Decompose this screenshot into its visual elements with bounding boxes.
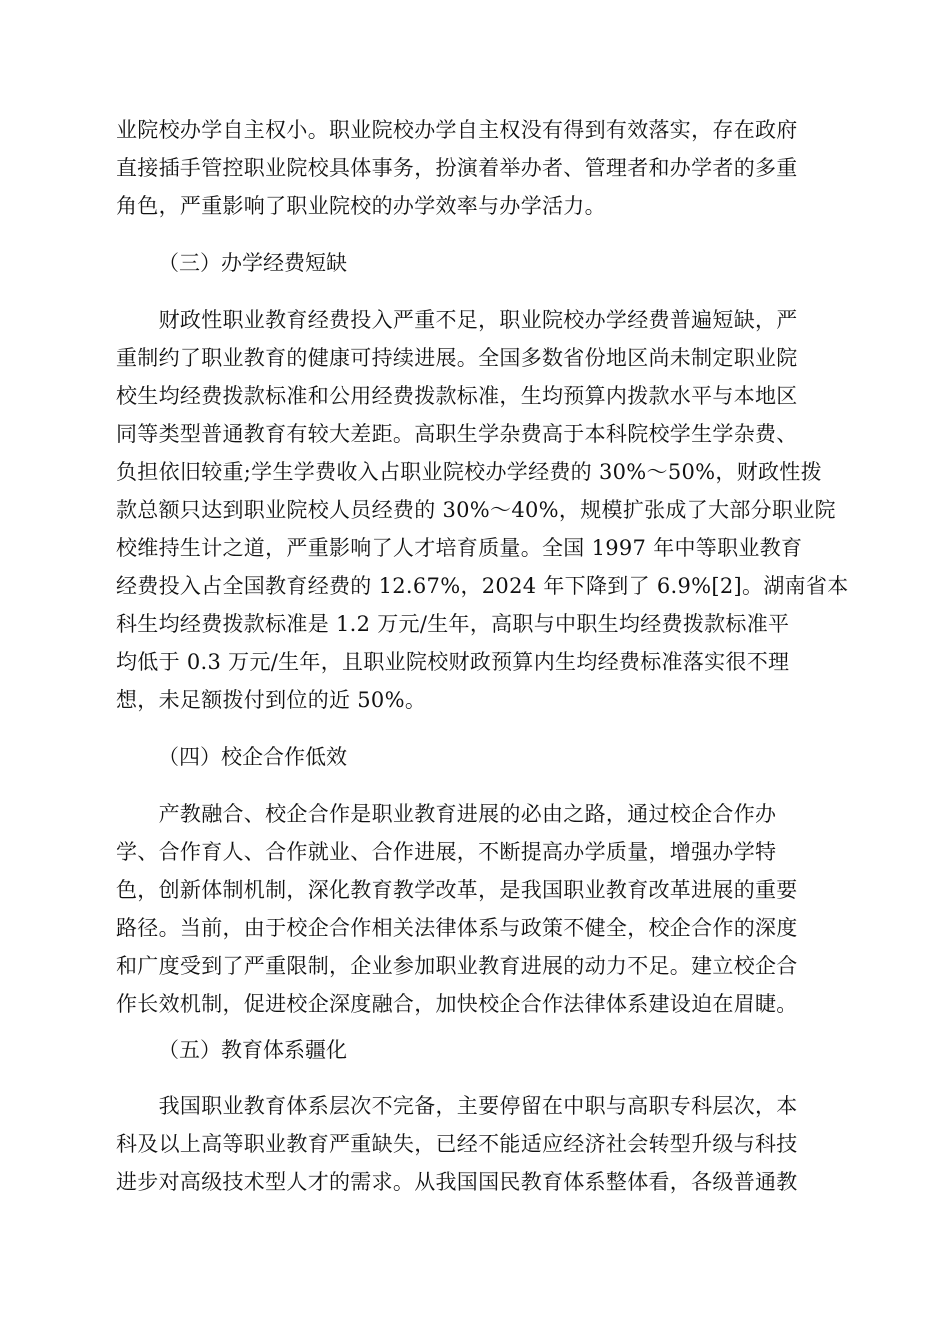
paragraph-2-line: 财政性职业教育经费投入严重不足，职业院校办学经费普遍短缺，严 [116, 308, 798, 332]
paragraph-3-line: 路径。当前，由于校企合作相关法律体系与政策不健全，校企合作的深度 [116, 916, 798, 940]
paragraph-2-line: 想，未足额拨付到位的近 50%。 [116, 688, 427, 712]
paragraph-2-line: 重制约了职业教育的健康可持续进展。全国多数省份地区尚未制定职业院 [116, 346, 798, 370]
paragraph-2-line: 经费投入占全国教育经费的 12.67%，2024 年下降到了 6.9%[2]。湖南省本 [116, 574, 849, 598]
paragraph-2-line: 校维持生计之道，严重影响了人才培育质量。全国 1997 年中等职业教育 [116, 536, 803, 560]
paragraph-2-line: 均低于 0.3 万元/生年，且职业院校财政预算内生均经费标准落实很不理 [116, 650, 790, 674]
paragraph-3-line: 和广度受到了严重限制，企业参加职业教育进展的动力不足。建立校企合 [116, 954, 798, 978]
paragraph-2-line: 负担依旧较重;学生学费收入占职业院校办学经费的 30%～50%，财政性拨 [116, 460, 822, 484]
paragraph-2-line: 款总额只达到职业院校人员经费的 30%～40%，规模扩张成了大部分职业院 [116, 498, 836, 522]
paragraph-2-line: 科生均经费拨款标准是 1.2 万元/生年，高职与中职生均经费拨款标准平 [116, 612, 790, 636]
section-heading-4: （四）校企合作低效 [158, 745, 347, 769]
paragraph-1-line: 直接插手管控职业院校具体事务，扮演着举办者、管理者和办学者的多重 [116, 156, 798, 180]
section-heading-5: （五）教育体系疆化 [158, 1038, 347, 1062]
section-heading-3: （三）办学经费短缺 [158, 251, 347, 275]
paragraph-4-line: 我国职业教育体系层次不完备，主要停留在中职与高职专科层次，本 [116, 1094, 798, 1118]
paragraph-3-line: 作长效机制，促进校企深度融合，加快校企合作法律体系建设迫在眉睫。 [116, 992, 798, 1016]
paragraph-3-line: 色，创新体制机制，深化教育教学改革，是我国职业教育改革进展的重要 [116, 878, 798, 902]
paragraph-4-line: 科及以上高等职业教育严重缺失，已经不能适应经济社会转型升级与科技 [116, 1132, 798, 1156]
paragraph-4-line: 进步对高级技术型人才的需求。从我国国民教育体系整体看，各级普通教 [116, 1170, 798, 1194]
paragraph-3-line: 学、合作育人、合作就业、合作进展，不断提高办学质量，增强办学特 [116, 840, 777, 864]
paragraph-2-line: 同等类型普通教育有较大差距。高职生学杂费高于本科院校学生学杂费、 [116, 422, 798, 446]
paragraph-1-line: 业院校办学自主权小。职业院校办学自主权没有得到有效落实，存在政府 [116, 118, 798, 142]
paragraph-3-line: 产教融合、校企合作是职业教育进展的必由之路，通过校企合作办 [116, 802, 777, 826]
paragraph-1-line: 角色，严重影响了职业院校的办学效率与办学活力。 [116, 194, 606, 218]
paragraph-2-line: 校生均经费拨款标准和公用经费拨款标准，生均预算内拨款水平与本地区 [116, 384, 798, 408]
